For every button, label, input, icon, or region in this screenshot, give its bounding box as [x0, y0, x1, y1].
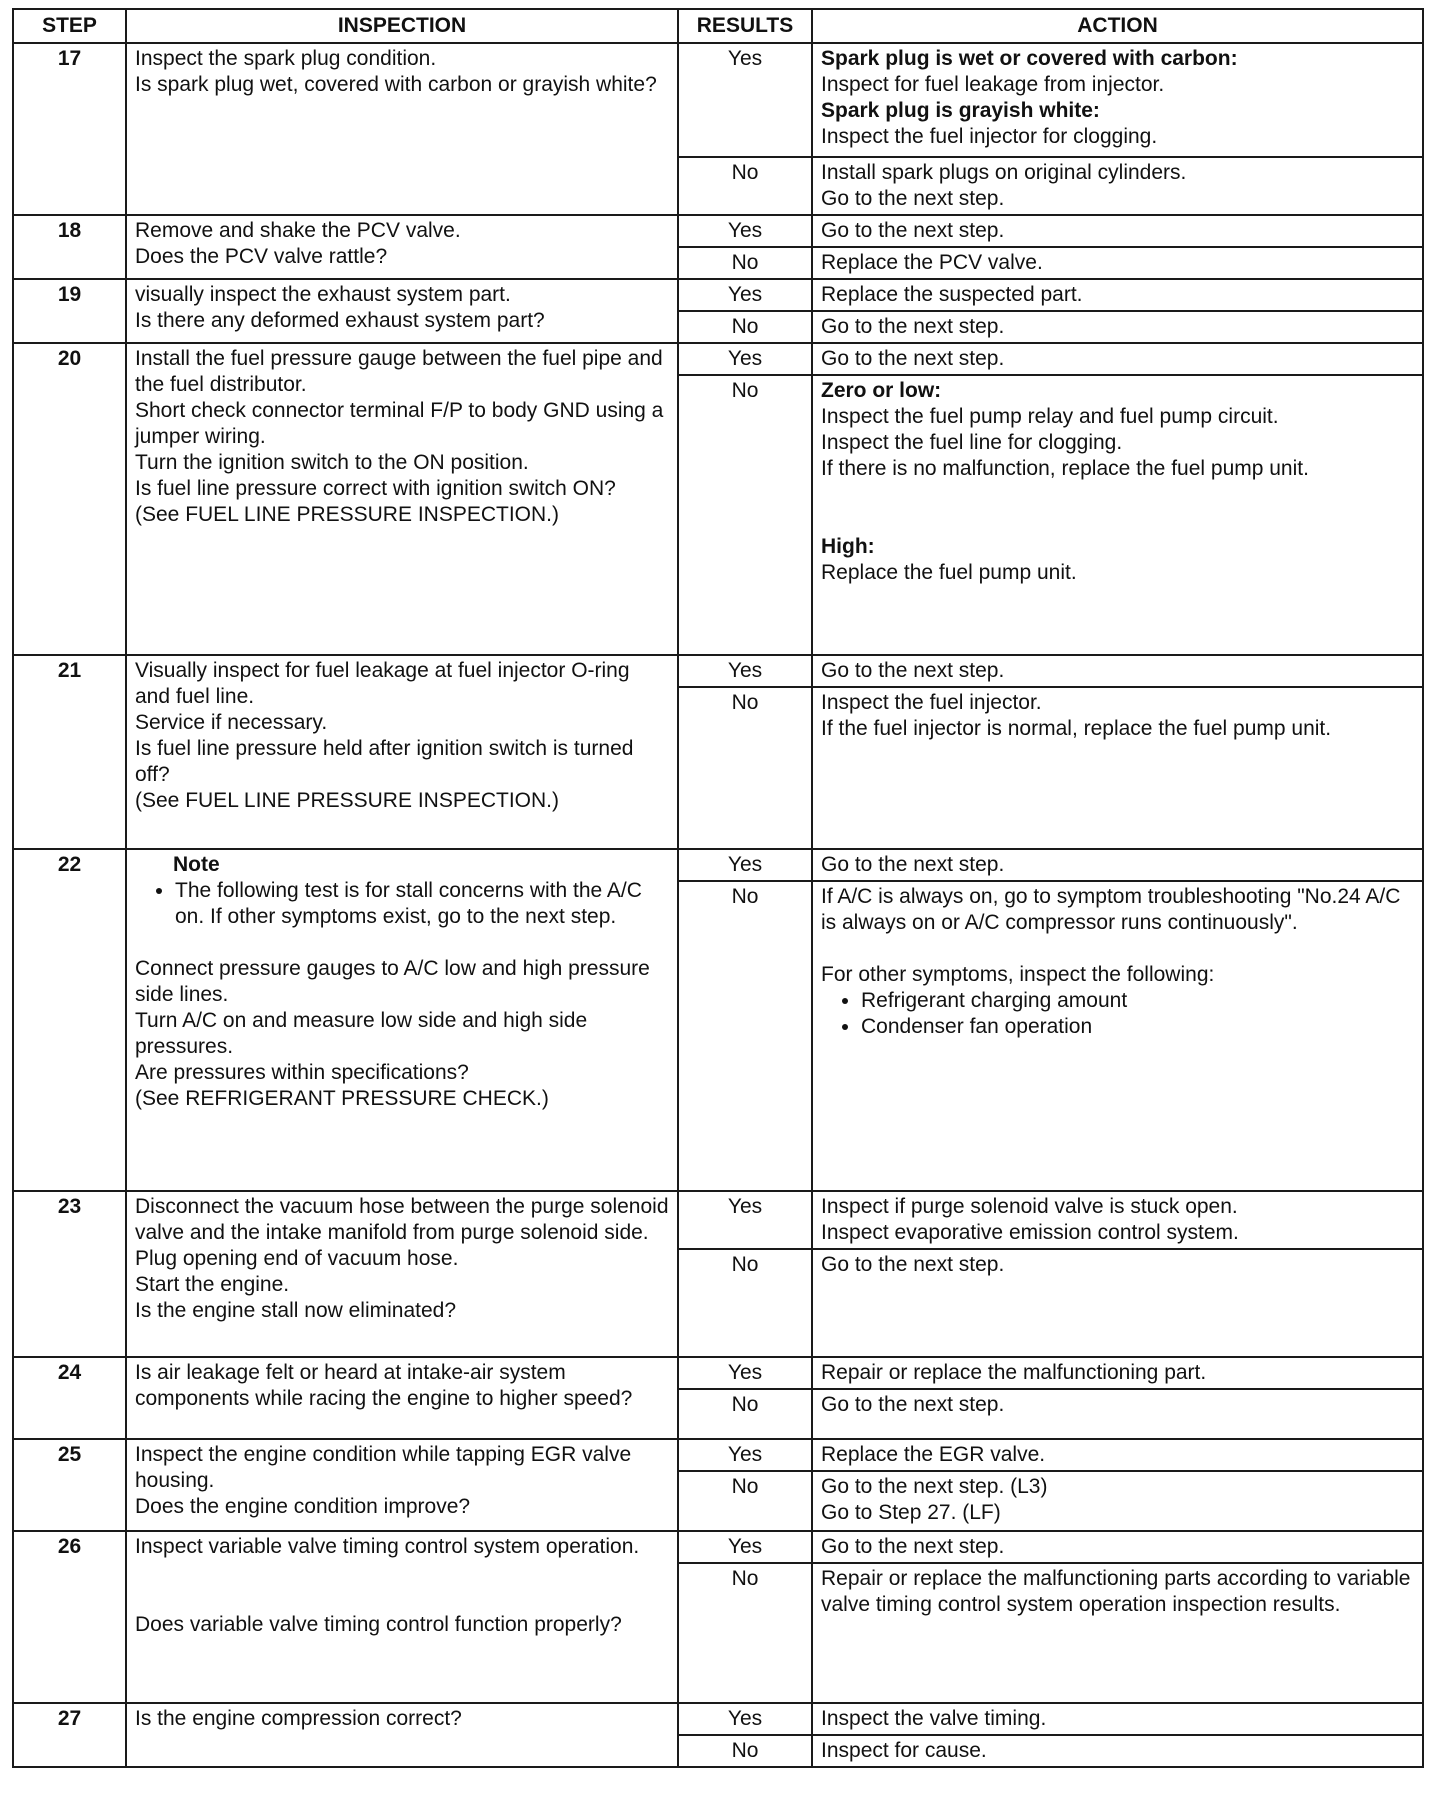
table-row	[13, 215, 1423, 247]
action-cell	[812, 43, 1423, 157]
action-cell	[812, 687, 1423, 849]
inspection-line: (See FUEL LINE PRESSURE INSPECTION.)	[135, 789, 559, 812]
header-step: STEP	[13, 9, 126, 43]
action-bullet: • Condenser fan operation	[861, 1014, 1414, 1040]
table-row	[13, 1191, 1423, 1249]
step-number: 20	[13, 343, 126, 655]
inspection-line: Is the engine stall now eliminated?	[135, 1299, 457, 1322]
header-inspection: INSPECTION	[126, 9, 678, 43]
inspection-cell	[126, 849, 678, 1191]
inspection-line: Disconnect the vacuum hose between the purge solenoid valve and the intake manifold from purge solenoid side.	[135, 1195, 669, 1244]
action-heading: Zero or low:	[821, 379, 942, 402]
action-cell	[812, 881, 1423, 1191]
inspection-line: Plug opening end of vacuum hose.	[135, 1247, 459, 1270]
action-line: Go to Step 27. (LF)	[821, 1501, 1001, 1524]
action-line: Replace the EGR valve.	[821, 1443, 1046, 1466]
result-value: Yes	[678, 1531, 812, 1563]
action-line: Inspect if purge solenoid valve is stuck open.	[821, 1195, 1238, 1218]
inspection-cell	[126, 1703, 678, 1767]
inspection-cell	[126, 1191, 678, 1357]
step-number: 24	[13, 1357, 126, 1439]
action-cell	[812, 1249, 1423, 1357]
inspection-line: Inspect the engine condition while tapping EGR valve housing.	[135, 1443, 632, 1492]
result-value: No	[678, 1249, 812, 1357]
table-row	[13, 343, 1423, 375]
action-cell	[812, 1439, 1423, 1471]
action-cell	[812, 1531, 1423, 1563]
action-line: Go to the next step. (L3)	[821, 1475, 1048, 1498]
action-line: Inspect the valve timing.	[821, 1707, 1047, 1730]
action-heading: High:	[821, 535, 875, 558]
header-action: ACTION	[812, 9, 1423, 43]
inspection-line: Is fuel line pressure correct with ignition switch ON?	[135, 477, 616, 500]
header-results: RESULTS	[678, 9, 812, 43]
step-number: 17	[13, 43, 126, 215]
action-line: Replace the fuel pump unit.	[821, 561, 1077, 584]
result-value: No	[678, 1563, 812, 1703]
action-cell	[812, 1357, 1423, 1389]
action-line: Replace the PCV valve.	[821, 251, 1043, 274]
result-value: Yes	[678, 343, 812, 375]
action-line: Inspect evaporative emission control system.	[821, 1221, 1239, 1244]
troubleshooting-page	[12, 8, 1422, 1768]
action-cell	[812, 311, 1423, 343]
action-line: Repair or replace the malfunctioning part.	[821, 1361, 1207, 1384]
inspection-line: Turn A/C on and measure low side and high side pressures.	[135, 1009, 588, 1058]
step-number: 21	[13, 655, 126, 849]
action-cell	[812, 375, 1423, 655]
inspection-cell	[126, 343, 678, 655]
spacer	[821, 936, 1414, 962]
action-line: Go to the next step.	[821, 347, 1005, 370]
inspection-line: Is air leakage felt or heard at intake-air system components while racing the engine to higher speed?	[135, 1361, 633, 1410]
inspection-cell	[126, 1357, 678, 1439]
step-number: 23	[13, 1191, 126, 1357]
action-line: Go to the next step.	[821, 219, 1005, 242]
inspection-line: Start the engine.	[135, 1273, 290, 1296]
action-cell	[812, 1703, 1423, 1735]
result-value: Yes	[678, 43, 812, 157]
step-number: 27	[13, 1703, 126, 1767]
action-line: Replace the suspected part.	[821, 283, 1083, 306]
action-cell	[812, 1191, 1423, 1249]
action-line: Inspect the fuel line for clogging.	[821, 431, 1123, 454]
action-line: Inspect the fuel injector for clogging.	[821, 125, 1158, 148]
action-line: Inspect for fuel leakage from injector.	[821, 73, 1165, 96]
action-cell	[812, 343, 1423, 375]
inspection-cell	[126, 1531, 678, 1703]
inspection-line: Does the PCV valve rattle?	[135, 245, 388, 268]
action-line: Go to the next step.	[821, 1393, 1005, 1416]
inspection-line: Does the engine condition improve?	[135, 1495, 471, 1518]
inspection-line: visually inspect the exhaust system part.	[135, 283, 511, 306]
action-cell	[812, 849, 1423, 881]
inspection-line: Does variable valve timing control function properly?	[135, 1613, 622, 1636]
action-line: Install spark plugs on original cylinders.	[821, 161, 1187, 184]
table-row	[13, 43, 1423, 157]
action-line: Go to the next step.	[821, 315, 1005, 338]
inspection-line: Remove and shake the PCV valve.	[135, 219, 461, 242]
action-line: If A/C is always on, go to symptom troubleshooting "No.24 A/C is always on or A/C compressor runs continuously".	[821, 885, 1401, 934]
action-line: If there is no malfunction, replace the fuel pump unit.	[821, 457, 1309, 480]
result-value: Yes	[678, 655, 812, 687]
table-row	[13, 1703, 1423, 1735]
result-value: Yes	[678, 1703, 812, 1735]
table-row	[13, 655, 1423, 687]
result-value: Yes	[678, 849, 812, 881]
result-value: No	[678, 1735, 812, 1767]
result-value: Yes	[678, 1357, 812, 1389]
action-bullet: • Refrigerant charging amount	[861, 988, 1414, 1014]
note-list	[135, 878, 669, 930]
result-value: No	[678, 247, 812, 279]
action-line: Go to the next step.	[821, 659, 1005, 682]
action-line: For other symptoms, inspect the following:	[821, 963, 1215, 986]
table-row	[13, 1357, 1423, 1389]
action-heading: Spark plug is grayish white:	[821, 99, 1100, 122]
spacer	[135, 930, 669, 956]
inspection-line: (See FUEL LINE PRESSURE INSPECTION.)	[135, 503, 559, 526]
action-cell	[812, 655, 1423, 687]
step-number: 22	[13, 849, 126, 1191]
action-line: Inspect for cause.	[821, 1739, 987, 1762]
result-value: No	[678, 881, 812, 1191]
header-row	[13, 9, 1423, 43]
action-line: Inspect the fuel injector.	[821, 691, 1042, 714]
inspection-line: Is spark plug wet, covered with carbon or grayish white?	[135, 73, 657, 96]
action-line: Go to the next step.	[821, 187, 1005, 210]
inspection-cell	[126, 1439, 678, 1531]
action-line: If the fuel injector is normal, replace the fuel pump unit.	[821, 717, 1332, 740]
step-number: 18	[13, 215, 126, 279]
action-bullet-list	[821, 988, 1414, 1040]
result-value: No	[678, 311, 812, 343]
note-title: Note	[173, 853, 220, 876]
table-row	[13, 279, 1423, 311]
note-bullet: • The following test is for stall concerns with the A/C on. If other symptoms exist, go to the next step.	[175, 878, 669, 930]
action-heading: Spark plug is wet or covered with carbon:	[821, 47, 1238, 70]
result-value: No	[678, 687, 812, 849]
action-cell	[812, 247, 1423, 279]
action-line: Go to the next step.	[821, 1253, 1005, 1276]
inspection-line: Is fuel line pressure held after ignition switch is turned off?	[135, 737, 634, 786]
result-value: No	[678, 1471, 812, 1531]
result-value: Yes	[678, 1191, 812, 1249]
inspection-line: Inspect variable valve timing control system operation.	[135, 1535, 640, 1558]
inspection-line: Install the fuel pressure gauge between the fuel pipe and the fuel distributor.	[135, 347, 663, 396]
inspection-cell	[126, 43, 678, 215]
inspection-line: Service if necessary.	[135, 711, 328, 734]
inspection-line: Short check connector terminal F/P to body GND using a jumper wiring.	[135, 399, 664, 448]
inspection-cell	[126, 655, 678, 849]
inspection-line: Inspect the spark plug condition.	[135, 47, 437, 70]
spacer	[821, 508, 1414, 534]
action-line: Go to the next step.	[821, 853, 1005, 876]
table-row	[13, 1439, 1423, 1471]
inspection-line: (See REFRIGERANT PRESSURE CHECK.)	[135, 1087, 549, 1110]
inspection-line: Are pressures within specifications?	[135, 1061, 469, 1084]
inspection-cell	[126, 215, 678, 279]
action-cell	[812, 1389, 1423, 1439]
inspection-cell	[126, 279, 678, 343]
action-cell	[812, 215, 1423, 247]
inspection-line	[135, 1586, 669, 1612]
action-cell	[812, 1471, 1423, 1531]
result-value: Yes	[678, 279, 812, 311]
inspection-line: Connect pressure gauges to A/C low and high pressure side lines.	[135, 957, 650, 1006]
action-cell	[812, 1563, 1423, 1703]
inspection-line: Turn the ignition switch to the ON position.	[135, 451, 529, 474]
action-cell	[812, 279, 1423, 311]
inspection-line: Is the engine compression correct?	[135, 1707, 462, 1730]
diagnostic-table	[12, 8, 1424, 1768]
result-value: No	[678, 157, 812, 215]
action-line: Repair or replace the malfunctioning parts according to variable valve timing control system operation inspection results.	[821, 1567, 1411, 1616]
action-cell	[812, 1735, 1423, 1767]
inspection-line: Is there any deformed exhaust system part?	[135, 309, 545, 332]
result-value: No	[678, 375, 812, 655]
action-cell	[812, 157, 1423, 215]
result-value: Yes	[678, 1439, 812, 1471]
action-line: Inspect the fuel pump relay and fuel pump circuit.	[821, 405, 1279, 428]
table-row	[13, 849, 1423, 881]
table-row	[13, 1531, 1423, 1563]
step-number: 26	[13, 1531, 126, 1703]
spacer	[821, 482, 1414, 508]
inspection-line	[135, 1560, 669, 1586]
step-number: 25	[13, 1439, 126, 1531]
step-number: 19	[13, 279, 126, 343]
action-line: Go to the next step.	[821, 1535, 1005, 1558]
inspection-line: Visually inspect for fuel leakage at fuel injector O-ring and fuel line.	[135, 659, 630, 708]
result-value: No	[678, 1389, 812, 1439]
result-value: Yes	[678, 215, 812, 247]
